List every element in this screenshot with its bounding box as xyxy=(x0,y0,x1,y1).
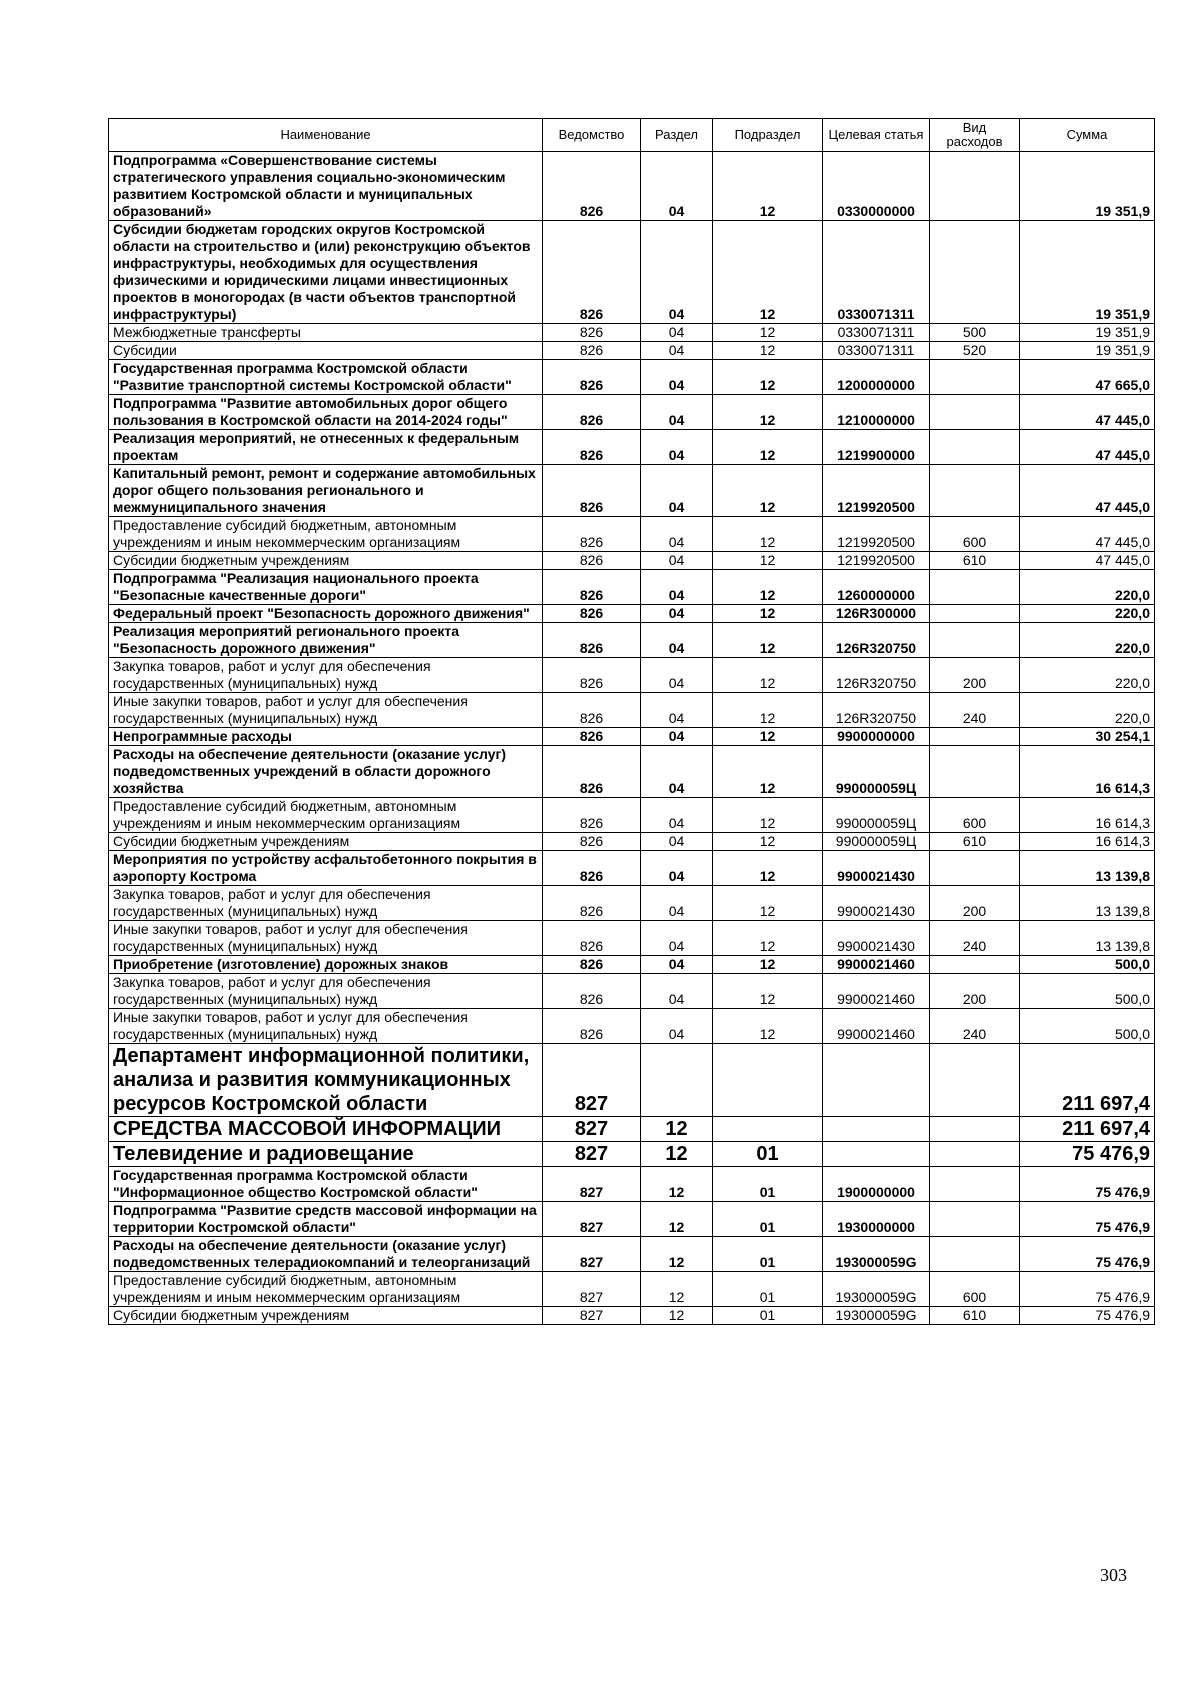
table-row xyxy=(109,1142,1155,1167)
cell-section: 04 xyxy=(641,921,713,956)
cell-name: Закупка товаров, работ и услуг для обеспечения государственных (муниципальных) нужд xyxy=(109,974,543,1009)
cell-subsection: 12 xyxy=(713,623,823,658)
cell-expense-type xyxy=(930,605,1020,623)
cell-name: Федеральный проект "Безопасность дорожного движения" xyxy=(109,605,543,623)
cell-department: 826 xyxy=(543,728,641,746)
cell-expense-type xyxy=(930,570,1020,605)
cell-expense-type xyxy=(930,360,1020,395)
cell-department: 826 xyxy=(543,395,641,430)
table-row xyxy=(109,570,1155,605)
cell-name: СРЕДСТВА МАССОВОЙ ИНФОРМАЦИИ xyxy=(109,1117,543,1142)
cell-name: Реализация мероприятий регионального проекта "Безопасность дорожного движения" xyxy=(109,623,543,658)
table-header-row xyxy=(109,119,1155,152)
cell-target-article: 1210000000 xyxy=(823,395,930,430)
cell-target-article: 1219900000 xyxy=(823,430,930,465)
table-row xyxy=(109,430,1155,465)
cell-section: 12 xyxy=(641,1117,713,1142)
cell-section: 04 xyxy=(641,605,713,623)
cell-subsection: 12 xyxy=(713,152,823,221)
cell-section: 04 xyxy=(641,1009,713,1044)
cell-expense-type xyxy=(930,465,1020,517)
cell-target-article: 9900021430 xyxy=(823,921,930,956)
cell-name: Государственная программа Костромской области "Информационное общество Костромской области" xyxy=(109,1167,543,1202)
cell-subsection: 12 xyxy=(713,605,823,623)
table-row xyxy=(109,1009,1155,1044)
cell-expense-type xyxy=(930,746,1020,798)
table-row xyxy=(109,1117,1155,1142)
cell-name: Закупка товаров, работ и услуг для обеспечения государственных (муниципальных) нужд xyxy=(109,658,543,693)
cell-name: Субсидии бюджетным учреждениям xyxy=(109,552,543,570)
cell-expense-type: 500 xyxy=(930,324,1020,342)
table-row xyxy=(109,517,1155,552)
cell-subsection: 12 xyxy=(713,1009,823,1044)
cell-expense-type xyxy=(930,1044,1020,1117)
cell-sum: 16 614,3 xyxy=(1020,746,1155,798)
cell-section: 12 xyxy=(641,1142,713,1167)
cell-department: 827 xyxy=(543,1237,641,1272)
cell-target-article: 193000059G xyxy=(823,1307,930,1325)
cell-expense-type xyxy=(930,430,1020,465)
cell-sum: 19 351,9 xyxy=(1020,342,1155,360)
cell-sum: 75 476,9 xyxy=(1020,1237,1155,1272)
cell-expense-type: 610 xyxy=(930,833,1020,851)
cell-department: 827 xyxy=(543,1307,641,1325)
cell-subsection: 12 xyxy=(713,798,823,833)
cell-target-article: 990000059Ц xyxy=(823,746,930,798)
cell-sum: 47 445,0 xyxy=(1020,430,1155,465)
cell-subsection: 12 xyxy=(713,851,823,886)
cell-subsection: 12 xyxy=(713,728,823,746)
cell-expense-type xyxy=(930,221,1020,324)
cell-name: Субсидии бюджетам городских округов Костромской области на строительство и (или) реконструкцию объектов инфраструктуры, необходимых для осуществления физическими и юридическими лицами инвестиционных проектов в моногородах (в части объектов транспортной инфраструктуры) xyxy=(109,221,543,324)
cell-sum: 75 476,9 xyxy=(1020,1272,1155,1307)
budget-table-container xyxy=(108,118,1154,1325)
cell-target-article: 193000059G xyxy=(823,1237,930,1272)
cell-subsection: 01 xyxy=(713,1202,823,1237)
cell-sum: 211 697,4 xyxy=(1020,1117,1155,1142)
cell-name: Департамент информационной политики, анализа и развития коммуникационных ресурсов Костромской области xyxy=(109,1044,543,1117)
cell-section: 04 xyxy=(641,974,713,1009)
table-row xyxy=(109,360,1155,395)
cell-department: 826 xyxy=(543,517,641,552)
cell-subsection: 01 xyxy=(713,1237,823,1272)
cell-subsection: 12 xyxy=(713,833,823,851)
cell-section: 04 xyxy=(641,798,713,833)
cell-sum: 220,0 xyxy=(1020,623,1155,658)
cell-sum: 19 351,9 xyxy=(1020,324,1155,342)
cell-section: 04 xyxy=(641,221,713,324)
table-row xyxy=(109,658,1155,693)
header-sum: Сумма xyxy=(1020,119,1155,152)
cell-target-article: 0330071311 xyxy=(823,324,930,342)
table-row xyxy=(109,956,1155,974)
cell-subsection: 12 xyxy=(713,570,823,605)
cell-section: 04 xyxy=(641,360,713,395)
cell-sum: 13 139,8 xyxy=(1020,886,1155,921)
cell-subsection: 12 xyxy=(713,360,823,395)
cell-department: 826 xyxy=(543,570,641,605)
cell-department: 826 xyxy=(543,430,641,465)
cell-name: Иные закупки товаров, работ и услуг для обеспечения государственных (муниципальных) нужд xyxy=(109,693,543,728)
cell-department: 827 xyxy=(543,1272,641,1307)
table-row xyxy=(109,693,1155,728)
cell-subsection xyxy=(713,1044,823,1117)
cell-sum: 220,0 xyxy=(1020,693,1155,728)
cell-expense-type xyxy=(930,1142,1020,1167)
cell-expense-type: 600 xyxy=(930,517,1020,552)
cell-expense-type xyxy=(930,1167,1020,1202)
cell-target-article: 9900021460 xyxy=(823,1009,930,1044)
cell-sum: 500,0 xyxy=(1020,974,1155,1009)
cell-section: 04 xyxy=(641,430,713,465)
cell-department: 826 xyxy=(543,886,641,921)
cell-target-article xyxy=(823,1044,930,1117)
cell-target-article: 9900021460 xyxy=(823,974,930,1009)
cell-department: 827 xyxy=(543,1142,641,1167)
cell-sum: 500,0 xyxy=(1020,1009,1155,1044)
header-section: Раздел xyxy=(641,119,713,152)
table-row xyxy=(109,605,1155,623)
cell-name: Расходы на обеспечение деятельности (оказание услуг) подведомственных учреждений в области дорожного хозяйства xyxy=(109,746,543,798)
cell-department: 826 xyxy=(543,465,641,517)
cell-subsection: 12 xyxy=(713,693,823,728)
table-row xyxy=(109,851,1155,886)
cell-target-article xyxy=(823,1117,930,1142)
cell-expense-type xyxy=(930,152,1020,221)
cell-target-article: 126R320750 xyxy=(823,623,930,658)
table-row xyxy=(109,1307,1155,1325)
cell-department: 826 xyxy=(543,921,641,956)
cell-sum: 19 351,9 xyxy=(1020,152,1155,221)
cell-name: Подпрограмма «Совершенствование системы стратегического управления социально-экономическим развитием Костромской области и муниципальных образований» xyxy=(109,152,543,221)
cell-expense-type xyxy=(930,1202,1020,1237)
table-row xyxy=(109,1237,1155,1272)
cell-subsection: 01 xyxy=(713,1142,823,1167)
cell-name: Межбюджетные трансферты xyxy=(109,324,543,342)
cell-target-article: 0330071311 xyxy=(823,221,930,324)
cell-name: Предоставление субсидий бюджетным, автономным учреждениям и иным некоммерческим организациям xyxy=(109,517,543,552)
cell-sum: 75 476,9 xyxy=(1020,1202,1155,1237)
cell-department: 826 xyxy=(543,342,641,360)
cell-section: 12 xyxy=(641,1237,713,1272)
cell-subsection: 01 xyxy=(713,1167,823,1202)
cell-sum: 75 476,9 xyxy=(1020,1307,1155,1325)
header-target-article: Целевая статья xyxy=(823,119,930,152)
cell-target-article: 0330071311 xyxy=(823,342,930,360)
cell-subsection: 12 xyxy=(713,430,823,465)
cell-department: 827 xyxy=(543,1117,641,1142)
cell-subsection: 12 xyxy=(713,886,823,921)
cell-subsection: 12 xyxy=(713,746,823,798)
cell-sum: 47 445,0 xyxy=(1020,517,1155,552)
table-row xyxy=(109,623,1155,658)
cell-section: 04 xyxy=(641,395,713,430)
cell-expense-type: 240 xyxy=(930,1009,1020,1044)
cell-section: 12 xyxy=(641,1167,713,1202)
page-number: 303 xyxy=(1100,1565,1127,1585)
cell-sum: 16 614,3 xyxy=(1020,833,1155,851)
cell-department: 826 xyxy=(543,1009,641,1044)
cell-subsection: 12 xyxy=(713,974,823,1009)
cell-department: 826 xyxy=(543,221,641,324)
table-row xyxy=(109,1272,1155,1307)
cell-department: 826 xyxy=(543,552,641,570)
cell-subsection: 01 xyxy=(713,1307,823,1325)
cell-subsection: 12 xyxy=(713,956,823,974)
cell-target-article: 1900000000 xyxy=(823,1167,930,1202)
cell-subsection: 12 xyxy=(713,221,823,324)
cell-target-article: 1219920500 xyxy=(823,465,930,517)
table-body xyxy=(109,152,1155,1325)
cell-subsection: 12 xyxy=(713,342,823,360)
header-department: Ведомство xyxy=(543,119,641,152)
cell-section: 12 xyxy=(641,1272,713,1307)
cell-name: Предоставление субсидий бюджетным, автономным учреждениям и иным некоммерческим организациям xyxy=(109,1272,543,1307)
cell-target-article: 1260000000 xyxy=(823,570,930,605)
cell-department: 827 xyxy=(543,1202,641,1237)
cell-department: 826 xyxy=(543,693,641,728)
cell-expense-type xyxy=(930,851,1020,886)
cell-department: 826 xyxy=(543,956,641,974)
cell-department: 826 xyxy=(543,360,641,395)
cell-department: 826 xyxy=(543,152,641,221)
cell-expense-type xyxy=(930,956,1020,974)
cell-subsection: 12 xyxy=(713,324,823,342)
cell-sum: 75 476,9 xyxy=(1020,1142,1155,1167)
cell-department: 826 xyxy=(543,658,641,693)
table-row xyxy=(109,728,1155,746)
cell-expense-type: 200 xyxy=(930,974,1020,1009)
table-row xyxy=(109,974,1155,1009)
cell-sum: 220,0 xyxy=(1020,658,1155,693)
cell-section: 12 xyxy=(641,1202,713,1237)
cell-target-article: 1930000000 xyxy=(823,1202,930,1237)
cell-section: 12 xyxy=(641,1307,713,1325)
cell-section: 04 xyxy=(641,465,713,517)
cell-sum: 19 351,9 xyxy=(1020,221,1155,324)
cell-subsection: 12 xyxy=(713,465,823,517)
cell-name: Подпрограмма "Развитие средств массовой информации на территории Костромской области" xyxy=(109,1202,543,1237)
cell-expense-type xyxy=(930,1237,1020,1272)
cell-expense-type xyxy=(930,623,1020,658)
cell-department: 826 xyxy=(543,833,641,851)
cell-section: 04 xyxy=(641,886,713,921)
header-subsection: Подраздел xyxy=(713,119,823,152)
cell-department: 826 xyxy=(543,798,641,833)
cell-sum: 220,0 xyxy=(1020,605,1155,623)
cell-section: 04 xyxy=(641,152,713,221)
cell-expense-type: 200 xyxy=(930,886,1020,921)
cell-subsection: 12 xyxy=(713,552,823,570)
cell-target-article: 126R320750 xyxy=(823,693,930,728)
cell-expense-type: 610 xyxy=(930,1307,1020,1325)
cell-sum: 30 254,1 xyxy=(1020,728,1155,746)
cell-sum: 47 445,0 xyxy=(1020,552,1155,570)
cell-name: Капитальный ремонт, ремонт и содержание автомобильных дорог общего пользования регионального и межмуниципального значения xyxy=(109,465,543,517)
cell-department: 826 xyxy=(543,746,641,798)
cell-expense-type xyxy=(930,1117,1020,1142)
cell-section: 04 xyxy=(641,324,713,342)
table-row xyxy=(109,221,1155,324)
table-row xyxy=(109,1202,1155,1237)
cell-sum: 75 476,9 xyxy=(1020,1167,1155,1202)
cell-sum: 47 665,0 xyxy=(1020,360,1155,395)
cell-name: Субсидии бюджетным учреждениям xyxy=(109,833,543,851)
cell-sum: 220,0 xyxy=(1020,570,1155,605)
cell-name: Предоставление субсидий бюджетным, автономным учреждениям и иным некоммерческим организациям xyxy=(109,798,543,833)
cell-name: Иные закупки товаров, работ и услуг для обеспечения государственных (муниципальных) нужд xyxy=(109,921,543,956)
cell-target-article: 9900021430 xyxy=(823,851,930,886)
table-row xyxy=(109,886,1155,921)
table-row xyxy=(109,552,1155,570)
header-name: Наименование xyxy=(109,119,543,152)
table-row xyxy=(109,324,1155,342)
cell-target-article: 1219920500 xyxy=(823,552,930,570)
cell-name: Иные закупки товаров, работ и услуг для обеспечения государственных (муниципальных) нужд xyxy=(109,1009,543,1044)
cell-section: 04 xyxy=(641,623,713,658)
cell-sum: 13 139,8 xyxy=(1020,851,1155,886)
table-row xyxy=(109,746,1155,798)
cell-section: 04 xyxy=(641,833,713,851)
cell-department: 826 xyxy=(543,851,641,886)
cell-name: Государственная программа Костромской области "Развитие транспортной системы Костромской области" xyxy=(109,360,543,395)
table-row xyxy=(109,395,1155,430)
table-row xyxy=(109,465,1155,517)
cell-name: Непрограммные расходы xyxy=(109,728,543,746)
table-row xyxy=(109,1167,1155,1202)
cell-expense-type: 200 xyxy=(930,658,1020,693)
cell-expense-type: 520 xyxy=(930,342,1020,360)
cell-section xyxy=(641,1044,713,1117)
cell-section: 04 xyxy=(641,570,713,605)
cell-sum: 47 445,0 xyxy=(1020,395,1155,430)
cell-name: Реализация мероприятий, не отнесенных к федеральным проектам xyxy=(109,430,543,465)
cell-sum: 211 697,4 xyxy=(1020,1044,1155,1117)
budget-table xyxy=(108,118,1155,1325)
cell-department: 826 xyxy=(543,974,641,1009)
table-row xyxy=(109,342,1155,360)
cell-name: Расходы на обеспечение деятельности (оказание услуг) подведомственных телерадиокомпаний и телеорганизаций xyxy=(109,1237,543,1272)
cell-subsection: 12 xyxy=(713,395,823,430)
cell-department: 826 xyxy=(543,605,641,623)
header-expense-type: Вид расходов xyxy=(930,119,1020,152)
cell-target-article: 9900021460 xyxy=(823,956,930,974)
cell-sum: 13 139,8 xyxy=(1020,921,1155,956)
cell-section: 04 xyxy=(641,342,713,360)
table-row xyxy=(109,152,1155,221)
cell-name: Подпрограмма "Развитие автомобильных дорог общего пользования в Костромской области на 2014-2024 годы" xyxy=(109,395,543,430)
cell-section: 04 xyxy=(641,517,713,552)
cell-target-article: 9900000000 xyxy=(823,728,930,746)
cell-department: 826 xyxy=(543,623,641,658)
cell-sum: 500,0 xyxy=(1020,956,1155,974)
cell-section: 04 xyxy=(641,693,713,728)
cell-expense-type xyxy=(930,395,1020,430)
cell-name: Субсидии xyxy=(109,342,543,360)
cell-expense-type xyxy=(930,728,1020,746)
cell-subsection: 12 xyxy=(713,658,823,693)
cell-subsection: 12 xyxy=(713,921,823,956)
cell-name: Мероприятия по устройству асфальтобетонного покрытия в аэропорту Кострома xyxy=(109,851,543,886)
cell-section: 04 xyxy=(641,658,713,693)
cell-target-article: 126R300000 xyxy=(823,605,930,623)
cell-name: Приобретение (изготовление) дорожных знаков xyxy=(109,956,543,974)
cell-expense-type: 240 xyxy=(930,921,1020,956)
cell-target-article: 1200000000 xyxy=(823,360,930,395)
cell-name: Закупка товаров, работ и услуг для обеспечения государственных (муниципальных) нужд xyxy=(109,886,543,921)
cell-expense-type: 600 xyxy=(930,798,1020,833)
table-row xyxy=(109,1044,1155,1117)
cell-name: Подпрограмма "Реализация национального проекта "Безопасные качественные дороги" xyxy=(109,570,543,605)
cell-subsection: 12 xyxy=(713,517,823,552)
cell-department: 826 xyxy=(543,324,641,342)
cell-target-article: 193000059G xyxy=(823,1272,930,1307)
cell-target-article: 9900021430 xyxy=(823,886,930,921)
cell-expense-type: 600 xyxy=(930,1272,1020,1307)
cell-expense-type: 610 xyxy=(930,552,1020,570)
cell-section: 04 xyxy=(641,851,713,886)
table-row xyxy=(109,798,1155,833)
table-row xyxy=(109,921,1155,956)
cell-target-article: 990000059Ц xyxy=(823,798,930,833)
cell-department: 827 xyxy=(543,1044,641,1117)
cell-target-article: 0330000000 xyxy=(823,152,930,221)
cell-target-article: 126R320750 xyxy=(823,658,930,693)
cell-target-article: 1219920500 xyxy=(823,517,930,552)
cell-subsection xyxy=(713,1117,823,1142)
table-row xyxy=(109,833,1155,851)
cell-name: Субсидии бюджетным учреждениям xyxy=(109,1307,543,1325)
cell-section: 04 xyxy=(641,552,713,570)
cell-target-article xyxy=(823,1142,930,1167)
cell-target-article: 990000059Ц xyxy=(823,833,930,851)
cell-sum: 16 614,3 xyxy=(1020,798,1155,833)
cell-sum: 47 445,0 xyxy=(1020,465,1155,517)
cell-section: 04 xyxy=(641,956,713,974)
cell-section: 04 xyxy=(641,746,713,798)
cell-name: Телевидение и радиовещание xyxy=(109,1142,543,1167)
cell-subsection: 01 xyxy=(713,1272,823,1307)
cell-section: 04 xyxy=(641,728,713,746)
cell-department: 827 xyxy=(543,1167,641,1202)
cell-expense-type: 240 xyxy=(930,693,1020,728)
